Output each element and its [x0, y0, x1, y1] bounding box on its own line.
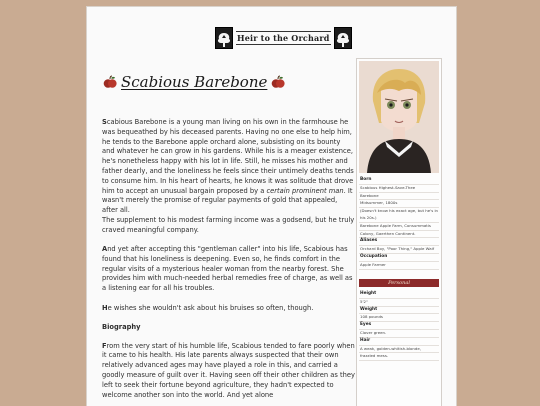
orchard-tree-left-icon — [215, 27, 233, 49]
article-page — [86, 6, 457, 406]
paragraph-2: And yet after accepting this "gentleman caller" into his life, Scabious has found that his loneliness is deepening. Even so, he finds comfort in the regular visits of a mysterious healer woman from the nearby forest. She provides him with much-needed herbal remedies free of charge, as well as a listening ear for all his troubles. — [102, 245, 353, 293]
section-heading-biography: Biography — [102, 322, 141, 331]
site-banner-title: Heir to the Orchard — [237, 33, 330, 43]
emphasis-text: certain prominent man — [266, 186, 344, 195]
apple-icon — [271, 75, 285, 89]
orchard-tree-right-icon — [334, 27, 352, 49]
infobox-section-header: Personal — [359, 279, 439, 287]
apple-icon — [103, 75, 117, 89]
paragraph-3: He wishes she wouldn't ask about his bruises so often, though. — [102, 303, 314, 312]
infobox-born-section: Born Scabious Highest-Save-Thee Barebone Midsummer, 1800s (Doesn't know his exact age, but he's in his 20s.) Barebone Apple Farm, Consummatis Colony, Gaerthen Continent. Aliases Orchard Boy, "Poor Thing," Apple Waif Occupation Apple Farmer — [359, 177, 439, 270]
character-portrait — [359, 61, 439, 173]
paragraph-biography: From the very start of his humble life, Scabious tended to fare poorly when it came to his health. His late parents always suspected that their own relatively advanced ages may have played a role in this, and carried a goodly measure of guilt over it. Having seen off their other children as they left to seek their fortune beyond agriculture, they hadn't expected to welcome another son into the world. And yet alone — [102, 341, 355, 399]
article-title-row — [103, 70, 285, 94]
character-infobox — [356, 58, 442, 406]
paragraph-intro: Scabious Barebone is a young man living on his own in the farmhouse he was bequeathed by his deceased parents. Having no one else to help him, he tends to the Barebone apple orchard alone, subsisting on its bounty and whatever he can grow in his gardens. While his is a meager existence, he's nonetheless happy with his lot in life. Still, he misses his mother and father dearly, and the loneliness he feels since their untimely deaths tends to consume him. In his heart of hearts, he knows it was solitude that drove him to accept an unusual bargain proposed by a certain prominent man. It wasn't merely the promise of regular payments of gold that appealed, after all. The supplement to his modest farming income was a godsend, but he truly craved meaningful company. — [102, 118, 355, 234]
site-banner[interactable] — [215, 27, 329, 49]
page-title: Scabious Barebone — [121, 73, 268, 91]
infobox-personal-section: Height 5'2" Weight 108 pounds Eyes Clover green. Hair A weak, golden-whitish-blonde, frazzled mess. — [359, 291, 439, 361]
article-body — [102, 118, 355, 406]
